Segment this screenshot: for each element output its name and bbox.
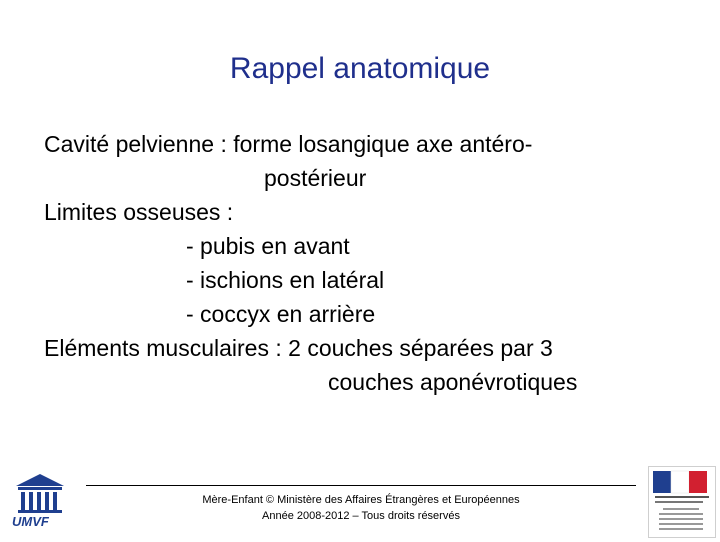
body-line-pubis: - pubis en avant <box>186 233 350 259</box>
body-line-muscular-cont: couches aponévrotiques <box>328 369 578 395</box>
umvf-logo-text: UMVF <box>12 514 49 529</box>
body-line-bony-limits: Limites osseuses : <box>44 199 234 225</box>
french-flag-icon <box>649 467 715 537</box>
ministry-logo <box>648 466 716 538</box>
body-line-cavity: Cavité pelvienne : forme losangique axe antéro- <box>44 131 533 157</box>
slide-title: Rappel anatomique <box>229 52 491 85</box>
body-line-cavity-cont: postérieur <box>264 165 367 191</box>
footer-copyright: Mère-Enfant © Ministère des Affaires Étrangères et Européennes <box>202 494 520 506</box>
body-line-muscular: Eléments musculaires : 2 couches séparées par 3 <box>44 335 553 361</box>
footer-divider <box>86 485 636 486</box>
footer-year: Année 2008-2012 – Tous droits réservés <box>262 510 460 522</box>
body-line-coccyx: - coccyx en arrière <box>186 301 376 327</box>
body-line-ischions: - ischions en latéral <box>186 267 385 293</box>
